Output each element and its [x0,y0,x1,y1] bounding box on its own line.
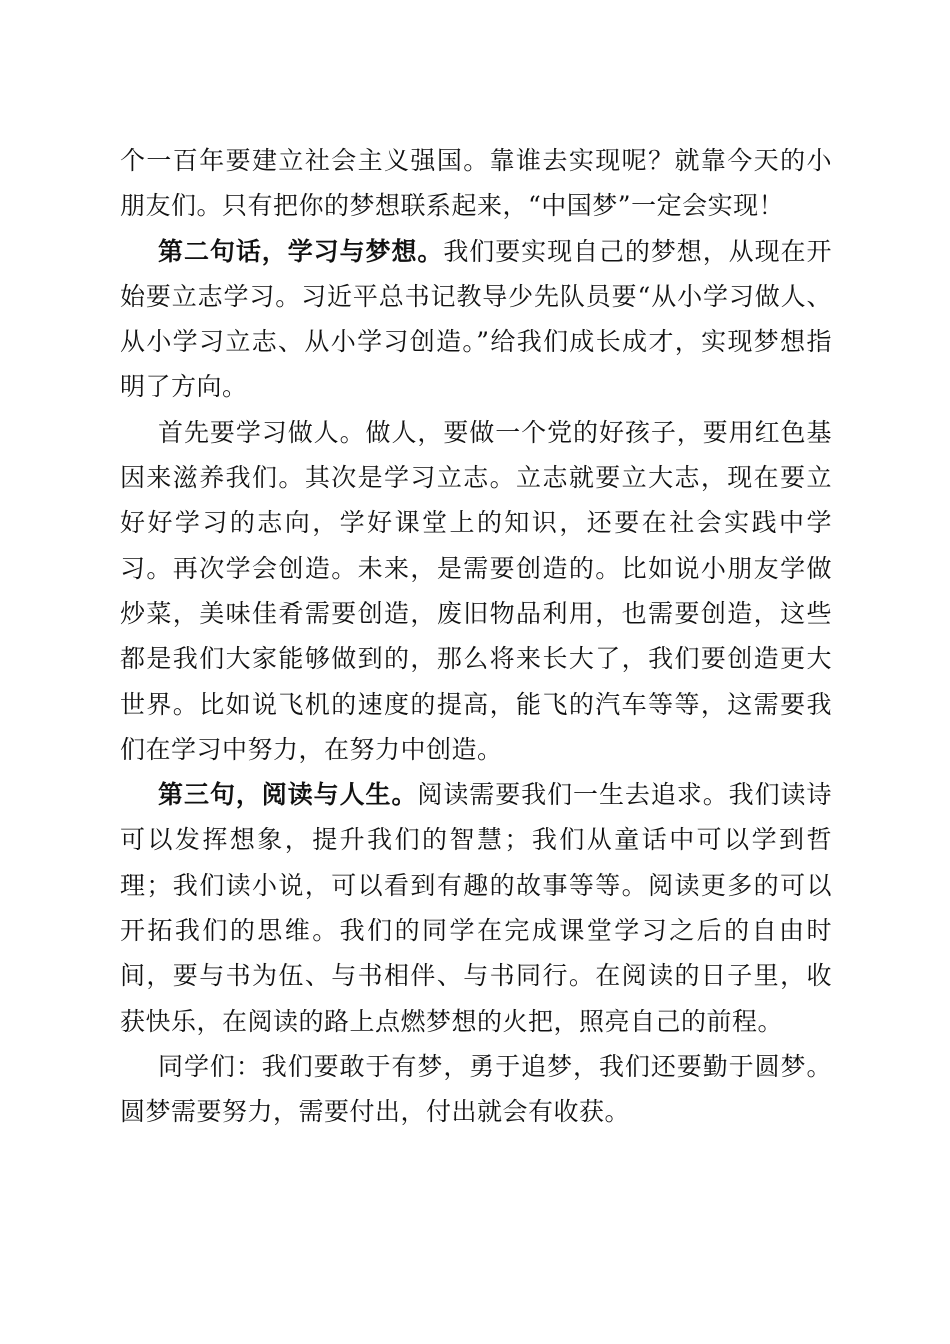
paragraph-2-text: 我们要实现自己的梦想，从现在开始要立志学习。习近平总书记教导少先队员要“从小学习做人、从小学习立志、从小学习创造。”给我们成长成才，实现梦想指明了方向。 [120,236,832,402]
paragraph-4 [120,772,832,1044]
paragraph-5 [120,1044,832,1135]
paragraph-2-heading: 第二句话，学习与梦想。 [158,236,444,266]
paragraph-4-text: 阅读需要我们一生去追求。我们读诗可以发挥想象，提升我们的智慧；我们从童话中可以学到哲理；我们读小说，可以看到有趣的故事等等。阅读更多的可以开拓我们的思维。我们的同学在完成课堂学习之后的自由时间，要与书为伍、与书相伴、与书同行。在阅读的日子里，收获快乐，在阅读的路上点燃梦想的火把，照亮自己的前程。 [120,780,832,1036]
paragraph-1-text: 个一百年要建立社会主义强国。靠谁去实现呢？就靠今天的小朋友们。只有把你的梦想联系起来，“中国梦”一定会实现！ [120,146,832,221]
document-body [120,138,832,1135]
paragraph-3 [120,410,832,772]
paragraph-4-heading: 第三句，阅读与人生。 [158,780,418,810]
paragraph-5-text: 同学们：我们要敢于有梦，勇于追梦，我们还要勤于圆梦。圆梦需要努力，需要付出，付出就会有收获。 [120,1051,832,1127]
paragraph-1 [120,138,832,229]
paragraph-2 [120,229,832,410]
paragraph-3-text: 首先要学习做人。做人，要做一个党的好孩子，要用红色基因来滋养我们。其次是学习立志。立志就要立大志，现在要立好好学习的志向，学好课堂上的知识，还要在社会实践中学习。再次学会创造。未来，是需要创造的。比如说小朋友学做炒菜，美味佳肴需要创造，废旧物品利用，也需要创造，这些都是我们大家能够做到的，那么将来长大了，我们要创造更大世界。比如说飞机的速度的提高，能飞的汽车等等，这需要我们在学习中努力，在努力中创造。 [120,417,832,764]
